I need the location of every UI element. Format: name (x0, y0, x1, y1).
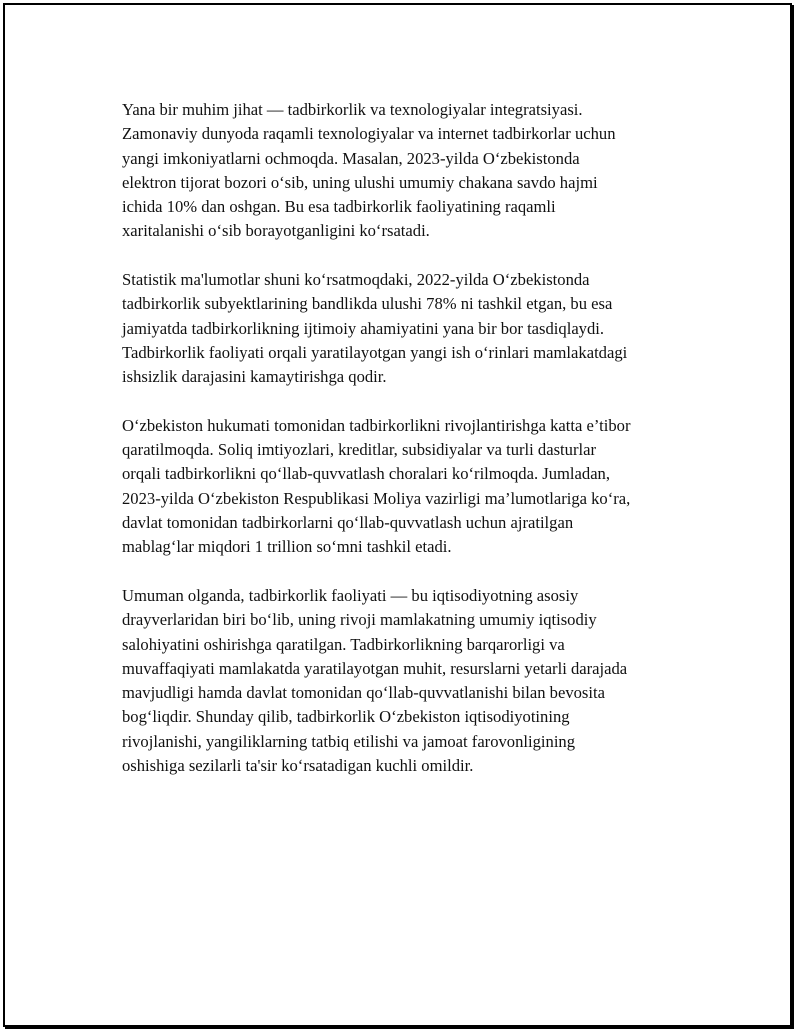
paragraph-line: davlat tomonidan tadbirkorlarni qoʻllab-quvvatlash uchun ajratilgan (122, 513, 574, 533)
paragraph-line: qaratilmoqda. Soliq imtiyozlari, kreditlar, subsidiyalar va turli dasturlar (122, 440, 596, 460)
paragraph-line: mablagʻlar miqdori 1 trillion soʻmni tashkil etadi. (122, 537, 452, 557)
paragraph-line: rivojlanishi, yangiliklarning tatbiq etilishi va jamoat farovonligining (122, 731, 576, 751)
paragraph-line: jamiyatda tadbirkorlikning ijtimoiy ahamiyatini yana bir bor tasdiqlaydi. (122, 318, 605, 338)
paragraph-line: elektron tijorat bozori oʻsib, uning ulushi umumiy chakana savdo hajmi (122, 172, 598, 192)
paragraph-line: salohiyatini oshirishga qaratilgan. Tadbirkorlikning barqarorligi va (122, 634, 565, 654)
paragraph-line: ishsizlik darajasini kamaytirishga qodir. (122, 367, 387, 387)
document-body (122, 98, 702, 778)
paragraph-line: oshishiga sezilarli ta'sir koʻrsatadigan kuchli omildir. (122, 756, 474, 776)
paragraph-line: Umuman olganda, tadbirkorlik faoliyati — bu iqtisodiyotning asosiy (122, 585, 579, 605)
paragraph-line: Yana bir muhim jihat — tadbirkorlik va texnologiyalar integratsiyasi. (122, 100, 583, 119)
paragraph-line: Tadbirkorlik faoliyati orqali yaratilayotgan yangi ish oʻrinlari mamlakatdagi (122, 342, 628, 362)
paragraph-line: orqali tadbirkorlikni qoʻllab-quvvatlash choralari koʻrilmoqda. Jumladan, (122, 464, 611, 484)
paragraph-line: ichida 10% dan oshgan. Bu esa tadbirkorlik faoliyatining raqamli (122, 197, 556, 217)
paragraph-line: tadbirkorlik subyektlarining bandlikda ulushi 78% ni tashkil etgan, bu esa (122, 294, 613, 314)
paragraph-government-support (122, 414, 702, 560)
paragraph-line: bogʻliqdir. Shunday qilib, tadbirkorlik Oʻzbekiston iqtisodiyotining (122, 707, 570, 727)
paragraph-line: Statistik ma'lumotlar shuni koʻrsatmoqdaki, 2022-yilda Oʻzbekistonda (122, 270, 590, 290)
paragraph-line: muvaffaqiyati mamlakatda yaratilayotgan muhit, resurslarni yetarli darajada (122, 658, 628, 678)
paragraph-line: Oʻzbekiston hukumati tomonidan tadbirkorlikni rivojlantirishga katta e’tibor (122, 415, 631, 435)
paragraph-line: drayverlaridan biri boʻlib, uning rivoji mamlakatning umumiy iqtisodiy (122, 610, 597, 630)
paragraph-technology-integration (122, 98, 702, 244)
paragraph-statistics (122, 268, 702, 389)
paragraph-line: Zamonaviy dunyoda raqamli texnologiyalar va internet tadbirkorlar uchun (122, 124, 616, 144)
document-page (3, 3, 792, 1027)
paragraph-line: mavjudligi hamda davlat tomonidan qoʻllab-quvvatlanishi bilan bevosita (122, 683, 605, 703)
paragraph-line: yangi imkoniyatlarni ochmoqda. Masalan, 2023-yilda Oʻzbekistonda (122, 148, 580, 168)
paragraph-line: xaritalanishi oʻsib borayotganligini koʻrsatadi. (122, 221, 430, 241)
paragraph-line: 2023-yilda Oʻzbekiston Respublikasi Moliya vazirligi ma’lumotlariga koʻra, (122, 488, 631, 508)
paragraph-conclusion (122, 584, 702, 778)
